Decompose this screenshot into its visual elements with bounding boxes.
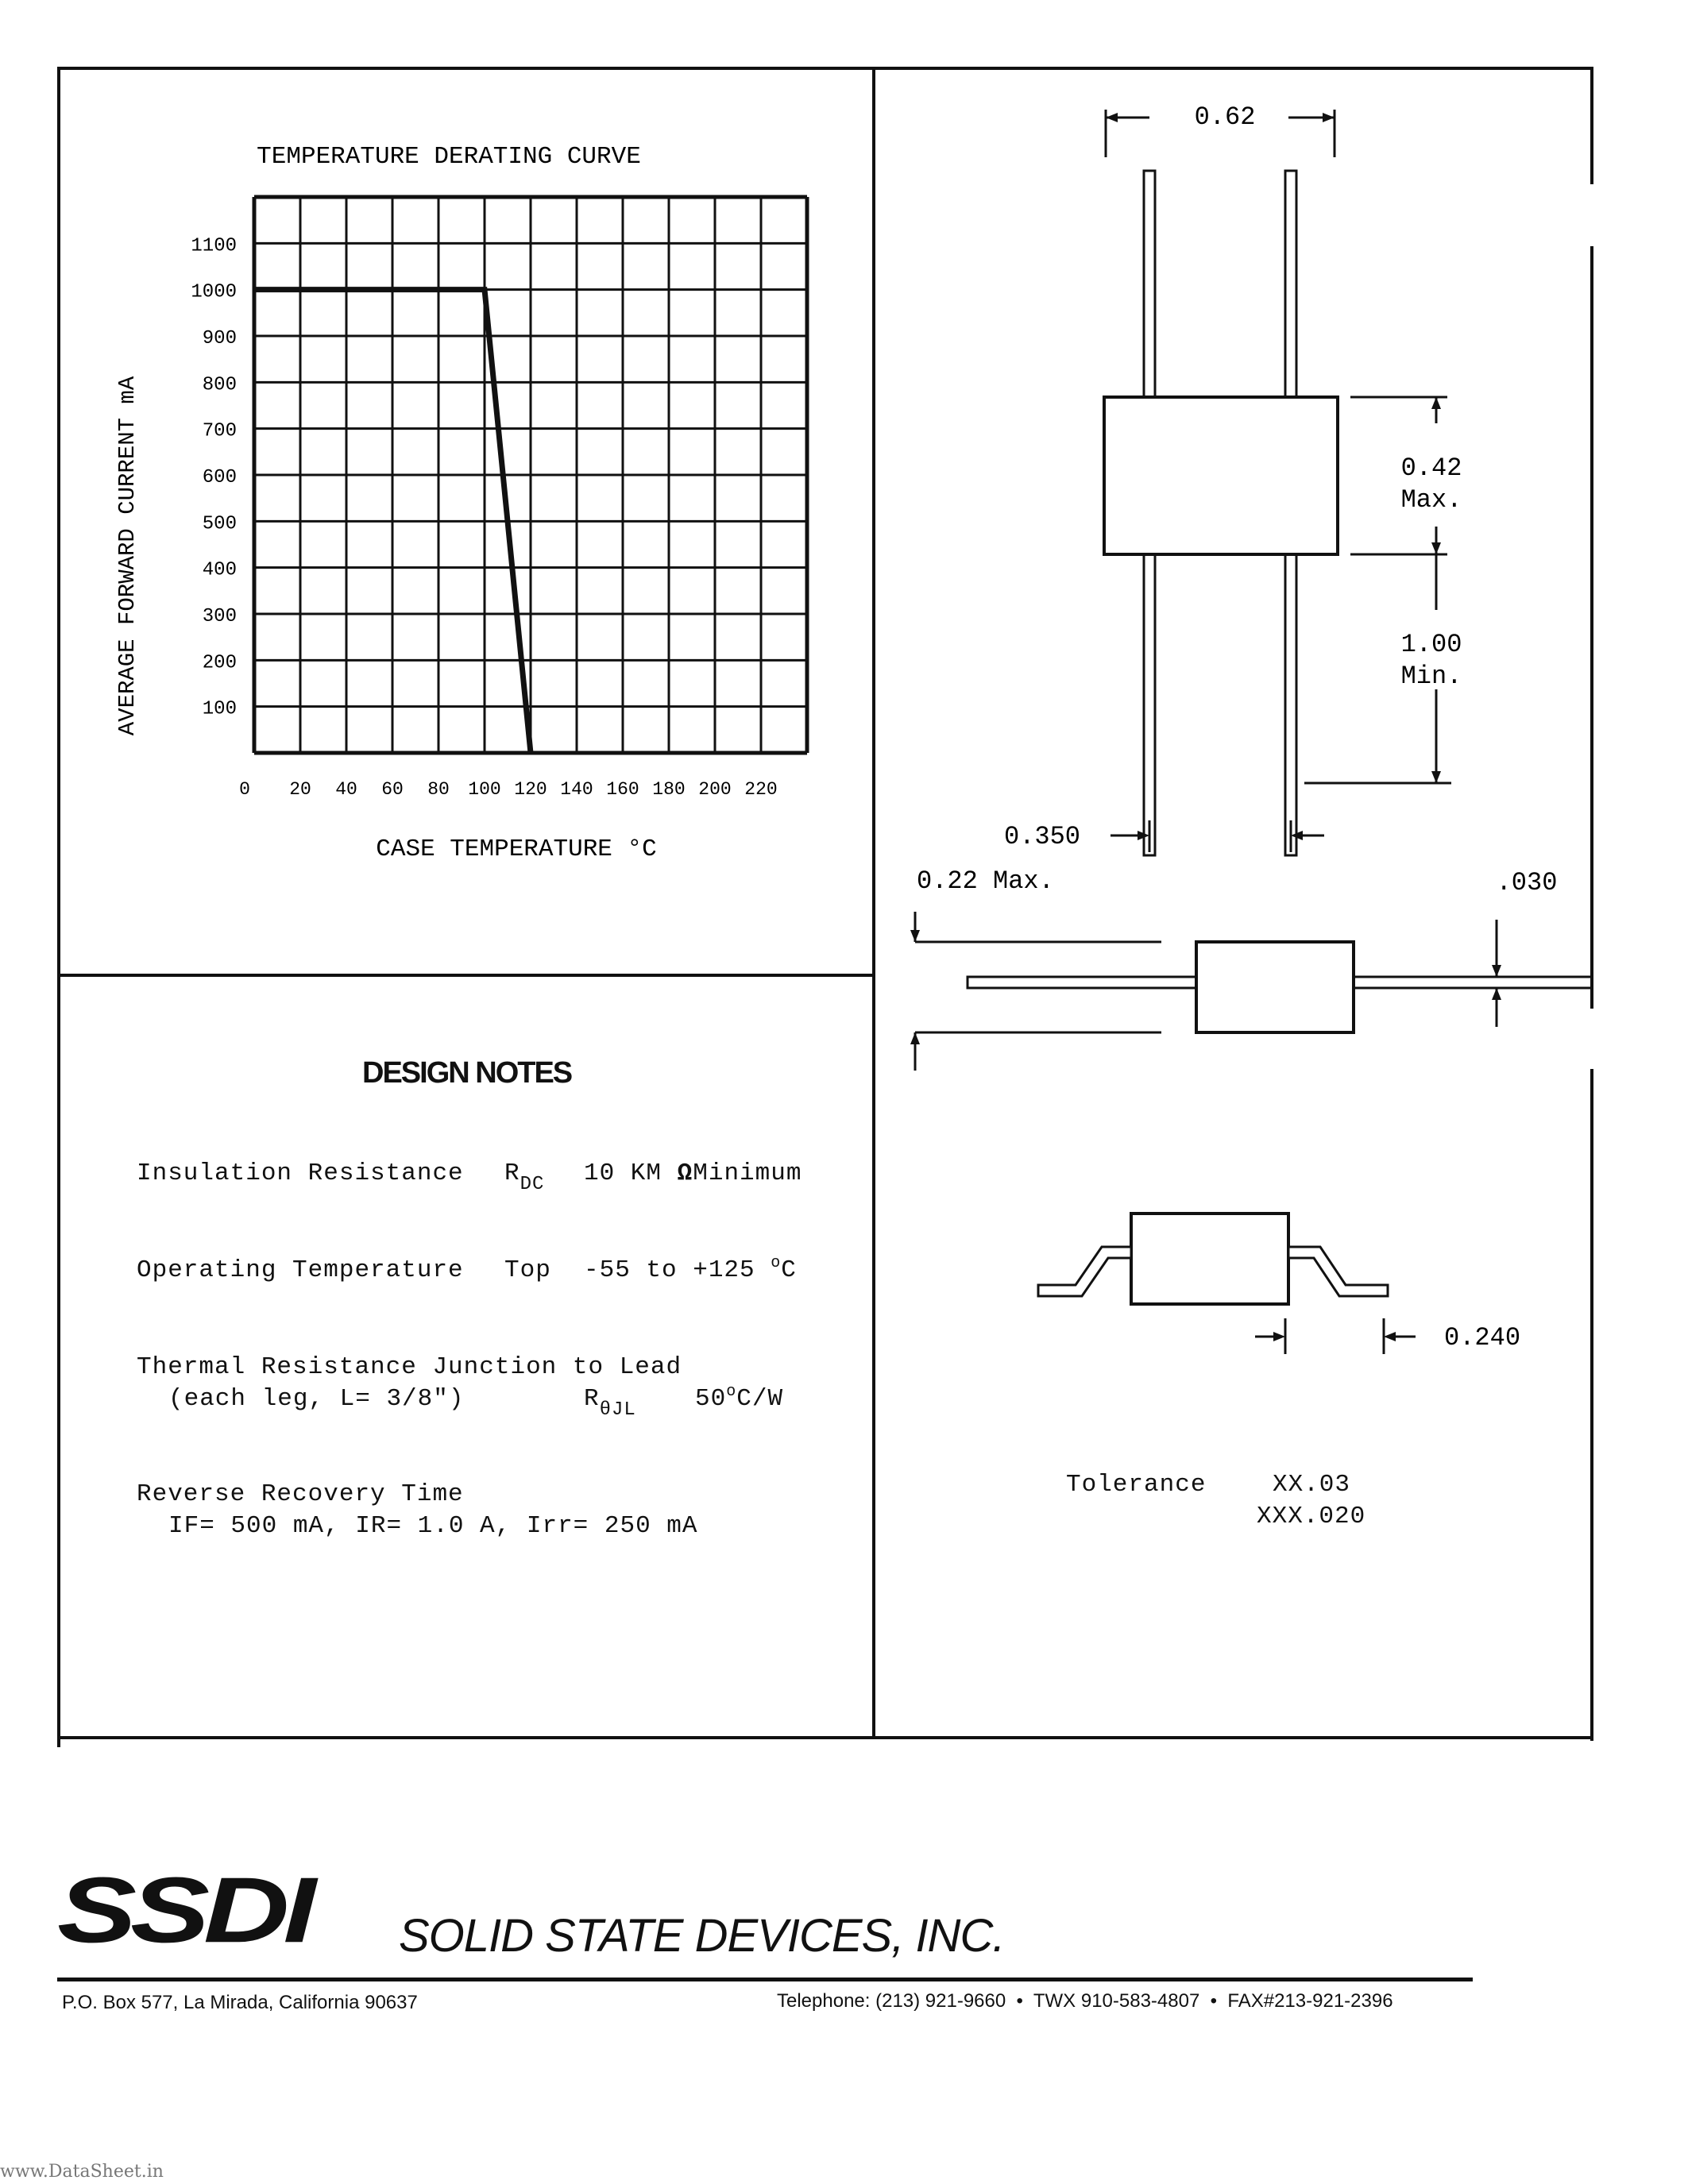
frame-right-bottom <box>1590 1069 1593 1741</box>
chart-svg <box>64 127 866 889</box>
y-tick-label: 500 <box>202 513 237 535</box>
tolerance-label: Tolerance <box>1066 1471 1207 1499</box>
y-tick-label: 1000 <box>191 281 237 303</box>
watermark: www.DataSheet.in <box>0 2162 164 2182</box>
y-tick-label: 900 <box>202 328 237 349</box>
chart-ylabel: AVERAGE FORWARD CURRENT mA <box>114 376 141 736</box>
y-tick-label: 400 <box>202 559 237 581</box>
dim-lead-dia: .030 <box>1496 868 1558 897</box>
frame-right-mid <box>1590 246 1593 1009</box>
dim-lead-offset: 0.350 <box>1003 822 1081 851</box>
x-tick-labels <box>239 779 778 800</box>
component-body <box>1104 397 1338 554</box>
insulation-label: Insulation Resistance <box>137 1160 464 1187</box>
y-tick-labels <box>191 235 237 720</box>
x-tick-label: 20 <box>289 779 311 800</box>
y-tick-label: 600 <box>202 467 237 488</box>
package-drawings <box>875 70 1590 1094</box>
thermal-line1: Thermal Resistance Junction to Lead <box>137 1353 682 1381</box>
company-address: P.O. Box 577, La Mirada, California 90637 <box>62 1992 418 2013</box>
frame-right-top <box>1590 67 1593 184</box>
y-tick-label: 700 <box>202 420 237 442</box>
x-tick-label: 80 <box>427 779 450 800</box>
footer-rule <box>57 1978 1473 1981</box>
thermal-line2: (each leg, L= 3/8") <box>168 1385 465 1413</box>
series-point <box>484 289 485 291</box>
x-tick-label: 180 <box>652 779 686 800</box>
chart-title: TEMPERATURE DERATING CURVE <box>257 143 641 171</box>
thermal-value: 50$^o$C/W <box>695 1383 784 1413</box>
x-tick-label: 220 <box>744 779 778 800</box>
svg-text:SSDI: SSDI <box>57 1858 311 1955</box>
recovery-line1: Reverse Recovery Time <box>137 1480 464 1508</box>
side-view <box>915 912 1590 1071</box>
x-tick-label: 60 <box>381 779 404 800</box>
y-tick-label: 800 <box>202 374 237 396</box>
derating-chart <box>64 127 866 889</box>
smd-body <box>1131 1214 1288 1304</box>
x-tick-label: 120 <box>514 779 547 800</box>
company-contact: Telephone: (213) 921-9660 • TWX 910-583-4807 • FAX#213-921-2396 <box>777 1990 1393 2012</box>
x-tick-label: 200 <box>698 779 732 800</box>
dim-body-height-sub: Max. <box>1400 485 1462 515</box>
recovery-line2: IF= 500 mA, IR= 1.0 A, Irr= 250 mA <box>168 1512 698 1540</box>
x-tick-label: 100 <box>468 779 501 800</box>
tolerance-1: XX.03 <box>1273 1471 1351 1499</box>
dim-body-height: 0.42 <box>1400 453 1462 483</box>
tolerance-2: XXX.020 <box>1257 1503 1366 1530</box>
design-notes-heading: DESIGN NOTES <box>362 1056 572 1090</box>
ohm-symbol-icon: Ω <box>677 1160 693 1187</box>
smd-lead-right <box>1288 1247 1388 1296</box>
thermal-symbol: $R_{\theta JL}$ <box>584 1385 636 1421</box>
smd-lead-left <box>1038 1247 1131 1296</box>
x-tick-label: 40 <box>335 779 357 800</box>
operating-label: Operating Temperature <box>137 1256 464 1284</box>
y-tick-label: 200 <box>202 652 237 674</box>
series-point <box>530 752 531 754</box>
operating-symbol: Top <box>504 1256 551 1284</box>
dim-lead-length: 1.00 <box>1400 630 1462 659</box>
insulation-value: 10 KM ΩMinimum <box>584 1160 802 1187</box>
y-tick-label: 1100 <box>191 235 237 257</box>
x-tick-label: 160 <box>606 779 639 800</box>
x-tick-label: 0 <box>239 779 250 800</box>
ssdi-logo <box>57 1844 391 1955</box>
top-view <box>1104 110 1451 855</box>
y-tick-label: 300 <box>202 606 237 627</box>
company-name: SOLID STATE DEVICES, INC. <box>399 1910 1005 1962</box>
frame-bottom <box>57 1736 1593 1739</box>
smd-view <box>875 1152 1590 1390</box>
y-tick-label: 100 <box>202 698 237 720</box>
dim-lead-spacing: 0.62 <box>1194 102 1256 132</box>
dim-lead-length-sub: Min. <box>1400 662 1462 691</box>
chart-xlabel: CASE TEMPERATURE °C <box>376 835 657 863</box>
frame-middle <box>57 974 875 977</box>
operating-value: -55 to +125 $^o$C <box>584 1254 797 1284</box>
frame-left <box>57 67 60 1747</box>
series-point <box>253 289 255 291</box>
x-tick-label: 140 <box>560 779 593 800</box>
dim-side-height: 0.22 Max. <box>917 866 1054 896</box>
dim-smd-width: 0.240 <box>1444 1323 1521 1352</box>
side-body <box>1196 942 1354 1032</box>
chart-grid <box>254 197 807 753</box>
insulation-symbol: $R_{DC}$ <box>504 1160 545 1195</box>
